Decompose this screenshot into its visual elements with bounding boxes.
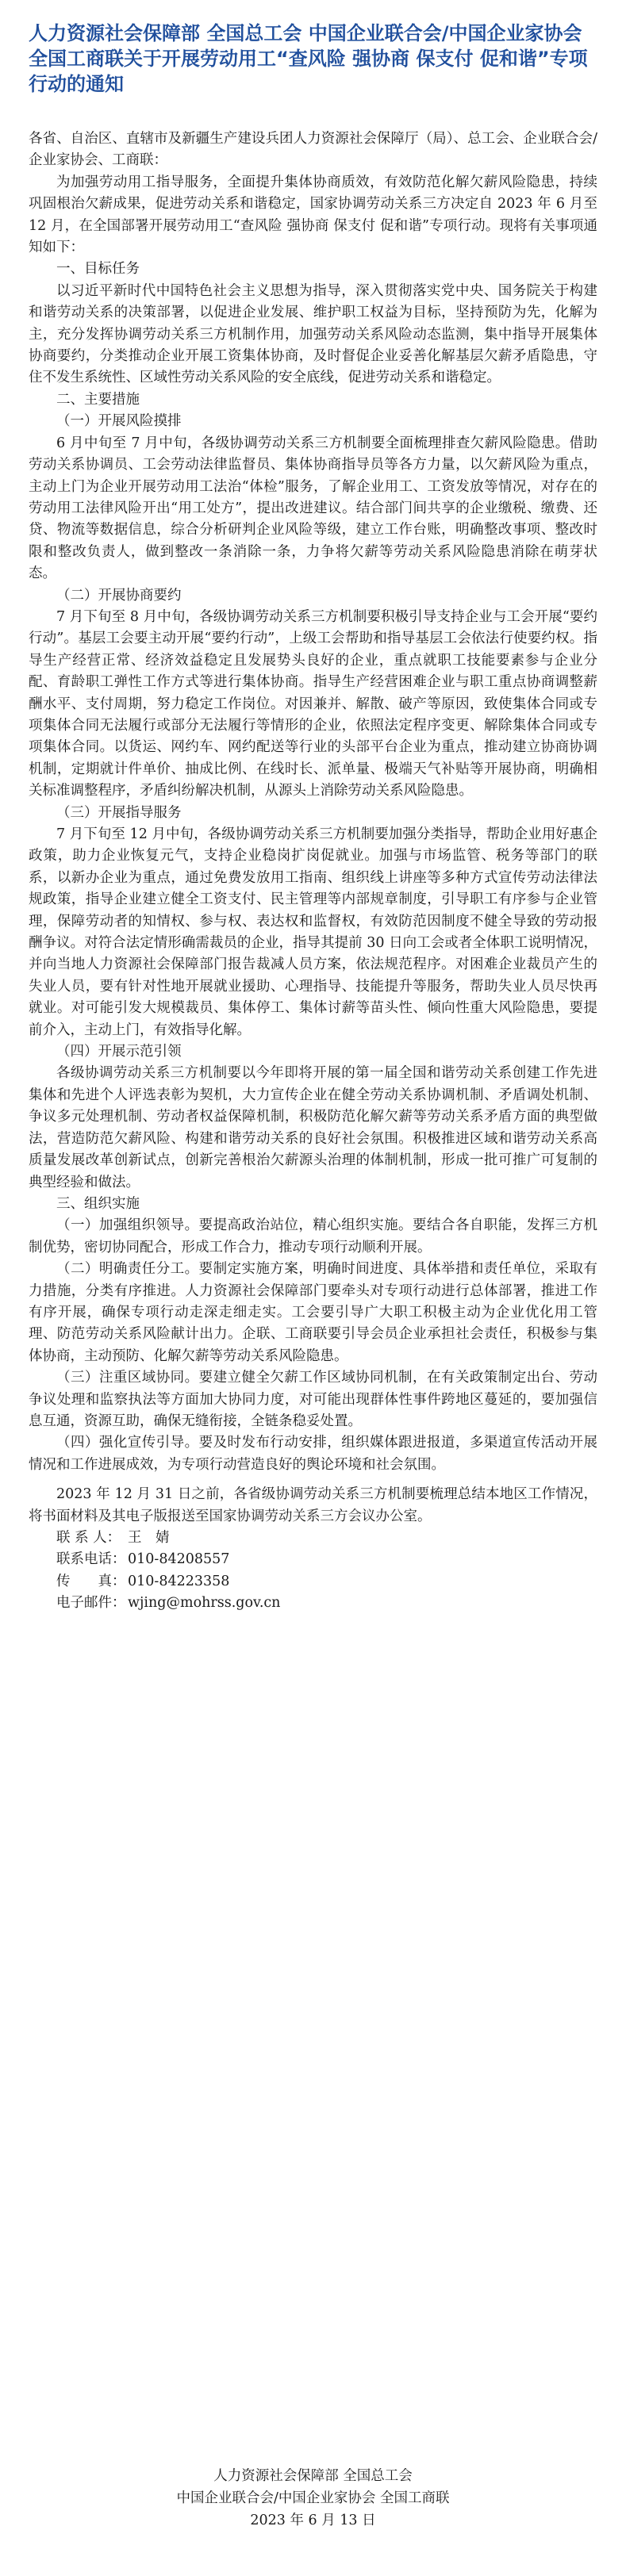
section-2-heading: 二、主要措施 — [56, 391, 140, 408]
section-3-3-body: 要建立健全欠薪工作区域协同机制，在有关政策制定出台、劳动争议处理和监察执法等方面加大协同力度，对可能出现群体性事件跨地区蔓延的，要加强信息互通，资源互助，确保无缝衔接，全链条稳妥处置。 — [29, 1370, 598, 1429]
closing-paragraph: 2023 年 12 月 31 日之前，各省级协调劳动关系三方机制要梳理总结本地区工作情况，将书面材料及其电子版报送至国家协调劳动关系三方会议办公室。 — [29, 1486, 597, 1524]
section-1-heading: 一、目标任务 — [56, 261, 140, 278]
section-3-2-heading: （二）明确责任分工。 — [56, 1261, 199, 1278]
section-2-4-heading: （四）开展示范引领 — [56, 1044, 182, 1060]
section-2-3-heading: （三）开展指导服务 — [56, 804, 182, 821]
contact-phone-label: 联系电话： — [56, 1551, 126, 1568]
section-3-4-body: 要及时发布行动安排，组织媒体跟进报道，多渠道宣传活动开展情况和工作进展成效，为专项行动营造良好的舆论环境和社会氛围。 — [29, 1435, 598, 1473]
contact-email-value[interactable]: wjing@mohrss.gov.cn — [128, 1595, 281, 1612]
contact-phone-value: 010-84208557 — [128, 1551, 230, 1568]
section-3-3 — [29, 1367, 597, 1432]
section-3-heading: 三、组织实施 — [56, 1195, 140, 1212]
section-1-body: 以习近平新时代中国特色社会主义思想为指导，深入贯彻落实党中央、国务院关于构建和谐劳动关系的决策部署，以促进企业发展、维护职工权益为目标，坚持预防为先，化解为主，充分发挥协调劳动关系三方机制作用，加强劳动关系风险动态监测，集中指导开展集体协商要约，分类推动企业开展工资集体协商，及时督促企业妥善化解基层欠薪矛盾隐患，守住不发生系统性、区域性劳动关系风险的安全底线，促进劳动关系和谐稳定。 — [29, 282, 597, 386]
section-3-3-heading: （三）注重区域协同。 — [56, 1370, 199, 1386]
contact-fax-row — [29, 1571, 597, 1593]
section-3-4 — [29, 1432, 597, 1476]
signature-line-2: 中国企业联合会/中国企业家协会 全国工商联 — [176, 2490, 450, 2506]
contact-person-label: 联 系 人： — [56, 1530, 121, 1546]
section-3-1 — [29, 1215, 597, 1259]
contact-email-label: 电子邮件： — [56, 1595, 126, 1612]
section-2-2-body: 7 月下旬至 8 月中旬，各级协调劳动关系三方机制要积极引导支持企业与工会开展“要约行动”。基层工会要主动开展“要约行动”，上级工会帮助和指导基层工会依法行使要约权。指导生产经营正常、经济效益稳定且发展势头良好的企业，重点就职工技能要素参与企业分配、育龄职工弹性工作方式等进行集体协商。指导生产经营困难企业与职工重点协商调整薪酬水平、支付周期，努力稳定工作岗位。对因兼并、解散、破产等原因，致使集体合同或专项集体合同无法履行或部分无法履行等情形的企业，依照法定程序变更、解除集体合同或专项集体合同。以货运、网约车、网约配送等行业的头部平台企业为重点，推动建立协商协调机制，定期就计件单价、抽成比例、在线时长、派单量、极端天气补贴等开展协商，明确相关标准调整程序，矛盾纠纷解决机制，从源头上消除劳动关系风险隐患。 — [29, 608, 597, 799]
section-2-3-body: 7 月下旬至 12 月中旬，各级协调劳动关系三方机制要加强分类指导，帮助企业用好惠企政策，助力企业恢复元气，支持企业稳岗扩岗促就业。加强与市场监管、税务等部门的联系，以新办企业为重点，通过免费发放用工指南、组织线上讲座等多种方式宣传劳动法律法规政策，指导企业建立健全工资支付、民主管理等内部规章制度，引导职工有序参与企业管理，保障劳动者的知情权、参与权、表达权和监督权，有效防范因制度不健全导致的劳动报酬争议。对符合法定情形确需裁员的企业，指导其提前 30 日向工会或者全体职工说明情况，并向当地人力资源社会保障部门报告裁减人员方案，依法规范程序。对困难企业裁员产生的失业人员，要有针对性地开展就业援助、心理指导、技能提升等服务，帮助失业人员尽快再就业。对可能引发大规模裁员、集体停工、集体讨薪等苗头性、倾向性重大风险隐患，要提前介入，主动上门，有效指导化解。 — [29, 826, 597, 1038]
section-3-1-body: 要提高政治站位，精心组织实施。要结合各自职能，发挥三方机制优势，密切协同配合，形成工作合力，推动专项行动顺利开展。 — [29, 1217, 598, 1255]
section-2-2-heading: （二）开展协商要约 — [56, 587, 182, 604]
contact-phone-row — [29, 1549, 597, 1570]
section-3-2 — [29, 1259, 597, 1367]
section-3-4-heading: （四）强化宣传引导。 — [56, 1435, 199, 1451]
section-3-1-heading: （一）加强组织领导。 — [56, 1217, 199, 1234]
contact-email-row — [29, 1593, 597, 1614]
section-3-2-body: 要制定实施方案，明确时间进度、具体举措和责任单位，采取有力措施，分类有序推进。人力资源社会保障部门要牵头对专项行动进行总体部署，推进工作有序开展，确保专项行动走深走细走实。工会要引导广大职工积极主动为企业优化用工管理、防范劳动关系风险献计出力。企联、工商联要引导会员企业承担社会责任，积极参与集体协商，主动预防、化解欠薪等劳动关系风险隐患。 — [29, 1261, 598, 1364]
document-title: 人力资源社会保障部 全国总工会 中国企业联合会/中国企业家协会 全国工商联关于开展劳动用工“查风险 强协商 保支付 促和谐”专项行动的通知 — [29, 22, 588, 95]
spacer — [29, 1476, 597, 1484]
section-2-4-body: 各级协调劳动关系三方机制要以今年即将开展的第一届全国和谐劳动关系创建工作先进集体和先进个人评选表彰为契机，大力宣传企业在健全劳动关系协调机制、矛盾调处机制、争议多元处理机制、劳动者权益保障机制，积极防范化解欠薪等劳动关系矛盾方面的典型做法，营造防范欠薪风险、构建和谐劳动关系的良好社会氛围。积极推进区域和谐劳动关系高质量发展改革创新试点，创新完善根治欠薪源头治理的体制机制，形成一批可推广可复制的典型经验和做法。 — [29, 1065, 597, 1190]
signature-block — [0, 2465, 626, 2532]
signature-line-1: 人力资源社会保障部 全国总工会 — [213, 2468, 413, 2484]
contact-person-row — [29, 1528, 597, 1549]
signature-date: 2023 年 6 月 13 日 — [250, 2513, 376, 2528]
contact-fax-label: 传 真： — [56, 1573, 126, 1589]
section-2-1-heading: （一）开展风险摸排 — [56, 413, 182, 430]
addressee: 各省、自治区、直辖市及新疆生产建设兵团人力资源社会保障厅（局）、总工会、企业联合会/企业家协会、工商联： — [29, 131, 597, 169]
section-2-1-body: 6 月中旬至 7 月中旬，各级协调劳动关系三方机制要全面梳理排查欠薪风险隐患。借助劳动关系协调员、工会劳动法律监督员、集体协商指导员等各方力量，以欠薪风险为重点，主动上门为企业开展劳动用工法治“体检”服务，了解企业用工、工资发放等情况，对存在的劳动用工法律风险开出“用工处方”，提出改进建议。结合部门间共享的企业缴税、缴费、还贷、物流等数据信息，综合分析研判企业风险等级，建立工作台账，明确整改事项、整改时限和整改负责人，做到整改一条消除一条，力争将欠薪等劳动关系风险隐患消除在萌芽状态。 — [29, 435, 597, 582]
intro-paragraph: 为加强劳动用工指导服务，全面提升集体协商质效，有效防范化解欠薪风险隐患，持续巩固根治欠薪成果，促进劳动关系和谐稳定，国家协调劳动关系三方决定自 2023 年 6 月至 12 月，在全国部署开展劳动用工“查风险 强协商 保支付 促和谐”专项行动。现将有关事项通知如下： — [29, 174, 597, 256]
contact-person-value: 王 婧 — [128, 1530, 170, 1546]
contact-fax-value: 010-84223358 — [128, 1573, 230, 1589]
